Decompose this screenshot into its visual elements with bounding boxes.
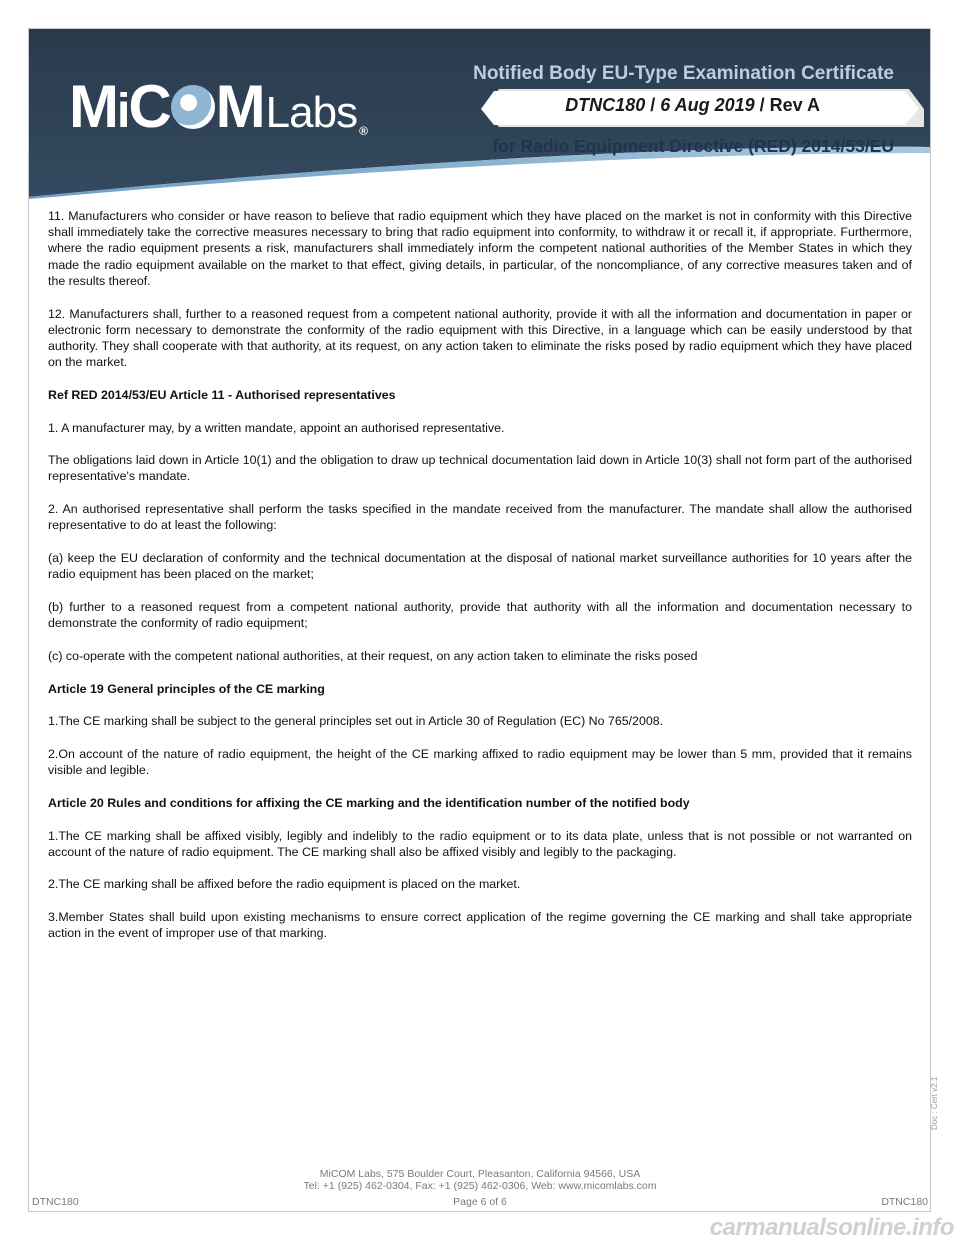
certificate-title: Notified Body EU-Type Examination Certificate xyxy=(473,63,894,84)
directive-title: for Radio Equipment Directive (RED) 2014/53/EU xyxy=(492,136,894,156)
section-heading: Ref RED 2014/53/EU Article 11 - Authorised representatives xyxy=(48,387,396,402)
body-paragraph: 2.On account of the nature of radio equipment, the height of the CE marking affixed to radio equipment may be lower than 5 mm, provided that it remains visible and legible. xyxy=(48,746,912,778)
ref-separator: / xyxy=(645,95,661,115)
body-paragraph: 1. A manufacturer may, by a written mandate, appoint an authorised representative. xyxy=(48,420,505,435)
section-heading: Article 20 Rules and conditions for affixing the CE marking and the identification number of the notified body xyxy=(48,795,690,810)
body-paragraph: 2.The CE marking shall be affixed before the radio equipment is placed on the market. xyxy=(48,877,521,892)
body-paragraph: 3.Member States shall build upon existing mechanisms to ensure correct application of the regime governing the CE marking and shall take appropriate action in the event of improper use of that marking. xyxy=(48,910,912,941)
footer-address: MiCOM Labs, 575 Boulder Court, Pleasanton, California 94566, USA xyxy=(319,1168,641,1180)
ref-date: 6 Aug 2019 xyxy=(660,95,755,115)
body-paragraph: 2. An authorised representative shall perform the tasks specified in the mandate received from the manufacturer. The mandate shall allow the authorised representative to do at least the following: xyxy=(48,502,912,533)
section-heading: Article 19 General principles of the CE marking xyxy=(48,681,325,696)
footer-contact: Tel: +1 (925) 462-0304, Fax: +1 (925) 462-0306, Web: www.micomlabs.com xyxy=(303,1180,657,1192)
certificate-body xyxy=(48,208,912,958)
body-paragraph: 12. Manufacturers shall, further to a reasoned request from a competent national authority, provide it with all the information and documentation in paper or electronic form necessary to demonstrate the conformity of the radio equipment with this Directive, in a language which can be easily understood by that authority. They shall cooperate with that authority, at its request, on any action taken to eliminate the risks posed by radio equipment which they have placed on the market. xyxy=(48,306,912,370)
ref-revision: Rev A xyxy=(769,95,820,115)
body-paragraph: (c) co-operate with the competent national authorities, at their request, on any action taken to eliminate the risks posed xyxy=(48,648,698,663)
body-paragraph: (a) keep the EU declaration of conformity and the technical documentation at the disposal of national market surveillance authorities for 10 years after the radio equipment has been placed on the market; xyxy=(48,551,912,582)
footer-doc-code-right: DTNC180 xyxy=(881,1196,928,1208)
body-paragraph: The obligations laid down in Article 10(1) and the obligation to draw up technical documentation laid down in Article 10(3) shall not form part of the authorised representative's mandate. xyxy=(48,453,912,484)
footer-address-block xyxy=(0,1168,960,1192)
body-paragraph: 11. Manufacturers who consider or have reason to believe that radio equipment which they have placed on the market is not in conformity with this Directive shall immediately take the corrective measures necessary to bring that radio equipment into conformity, to withdraw it or recall it, if appropriate. Furthermore, where the radio equipment presents a risk, manufacturers shall immediately inform the competent national authorities of the Member States in which they made the radio equipment available on the market to that effect, giving details, in particular, of the noncompliance, of any corrective measures taken and of the results thereof. xyxy=(48,209,912,288)
document-version: Doc : Cert v2.1 xyxy=(930,1076,939,1130)
certificate-reference xyxy=(565,95,820,116)
body-paragraph: (b) further to a reasoned request from a competent national authority, provide that authority with all the information and documentation necessary to demonstrate the conformity of radio equipment; xyxy=(48,599,912,631)
ref-separator: / xyxy=(754,95,770,115)
site-watermark: carmanualsonline.info xyxy=(709,1214,954,1241)
certificate-header xyxy=(29,29,930,199)
body-paragraph: 1.The CE marking shall be subject to the general principles set out in Article 30 of Regulation (EC) No 765/2008. xyxy=(48,714,664,729)
ref-code: DTNC180 xyxy=(565,95,646,115)
body-paragraph: 1.The CE marking shall be affixed visibly, legibly and indelibly to the radio equipment or to its data plate, unless that is not possible or not warranted on account of the nature of radio equipment. The CE marking shall also be affixed visibly and legibly to the packaging. xyxy=(48,828,912,859)
micom-labs-logo: MiC MLabs ® xyxy=(69,73,366,140)
page-number: Page 6 of 6 xyxy=(453,1196,507,1208)
footer-doc-code-left: DTNC180 xyxy=(32,1196,79,1208)
